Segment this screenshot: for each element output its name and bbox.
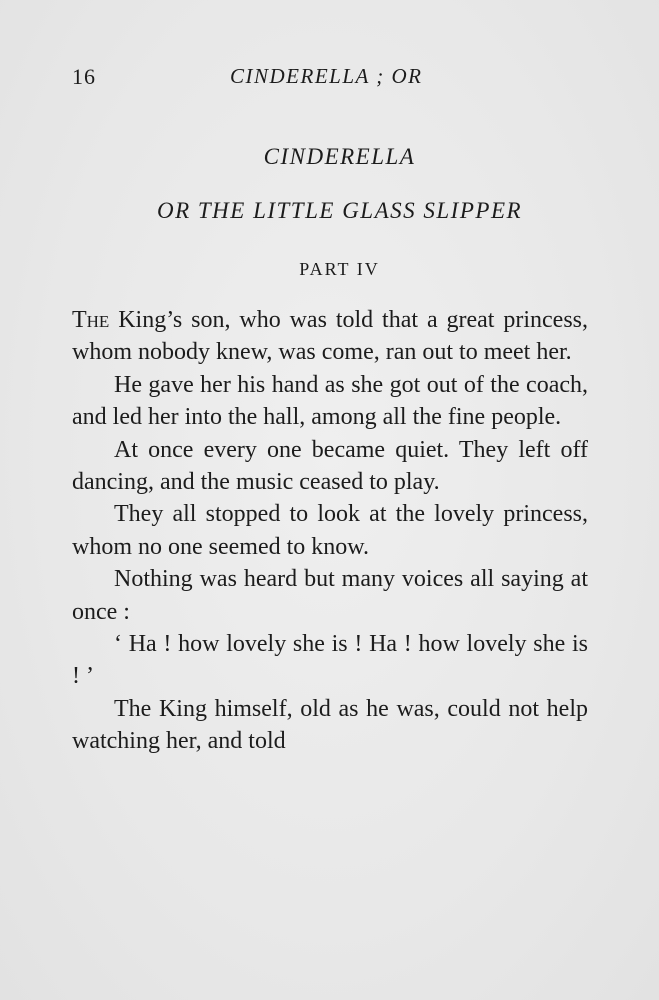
paragraph-text: He gave her his hand as she got out of the coach, and led her into the hall, among all the fine people. <box>72 371 588 431</box>
paragraph <box>72 369 588 434</box>
paragraph <box>72 628 588 693</box>
running-head <box>72 64 588 90</box>
paragraph-lead-word: The <box>72 307 110 333</box>
paragraph-text: They all stopped to look at the lovely princess, whom no one seemed to know. <box>72 501 588 560</box>
running-title: CINDERELLA ; OR <box>230 64 423 88</box>
paragraph-text: The King himself, old as he was, could not help watching her, and told <box>72 695 588 755</box>
body-text <box>72 304 588 758</box>
paragraph-text: King’s son, who was told that a great princess, whom nobody knew, was come, ran out to meet her. <box>72 307 588 366</box>
chapter-subtitle: OR THE LITTLE GLASS SLIPPER <box>156 198 523 223</box>
paragraph <box>72 563 588 628</box>
paragraph <box>72 498 588 563</box>
chapter-title: CINDERELLA <box>263 144 416 169</box>
paragraph <box>72 304 588 369</box>
paragraph-text: ‘ Ha ! how lovely she is ! Ha ! how lovely she is ! ’ <box>72 631 588 690</box>
paragraph-text: At once every one became quiet. They left off dancing, and the music ceased to play. <box>72 436 588 496</box>
part-heading: PART IV <box>299 259 380 279</box>
paragraph <box>72 434 588 499</box>
paragraph-text: Nothing was heard but many voices all saying at once : <box>72 566 588 625</box>
paragraph <box>72 693 588 758</box>
page-number: 16 <box>72 64 96 89</box>
